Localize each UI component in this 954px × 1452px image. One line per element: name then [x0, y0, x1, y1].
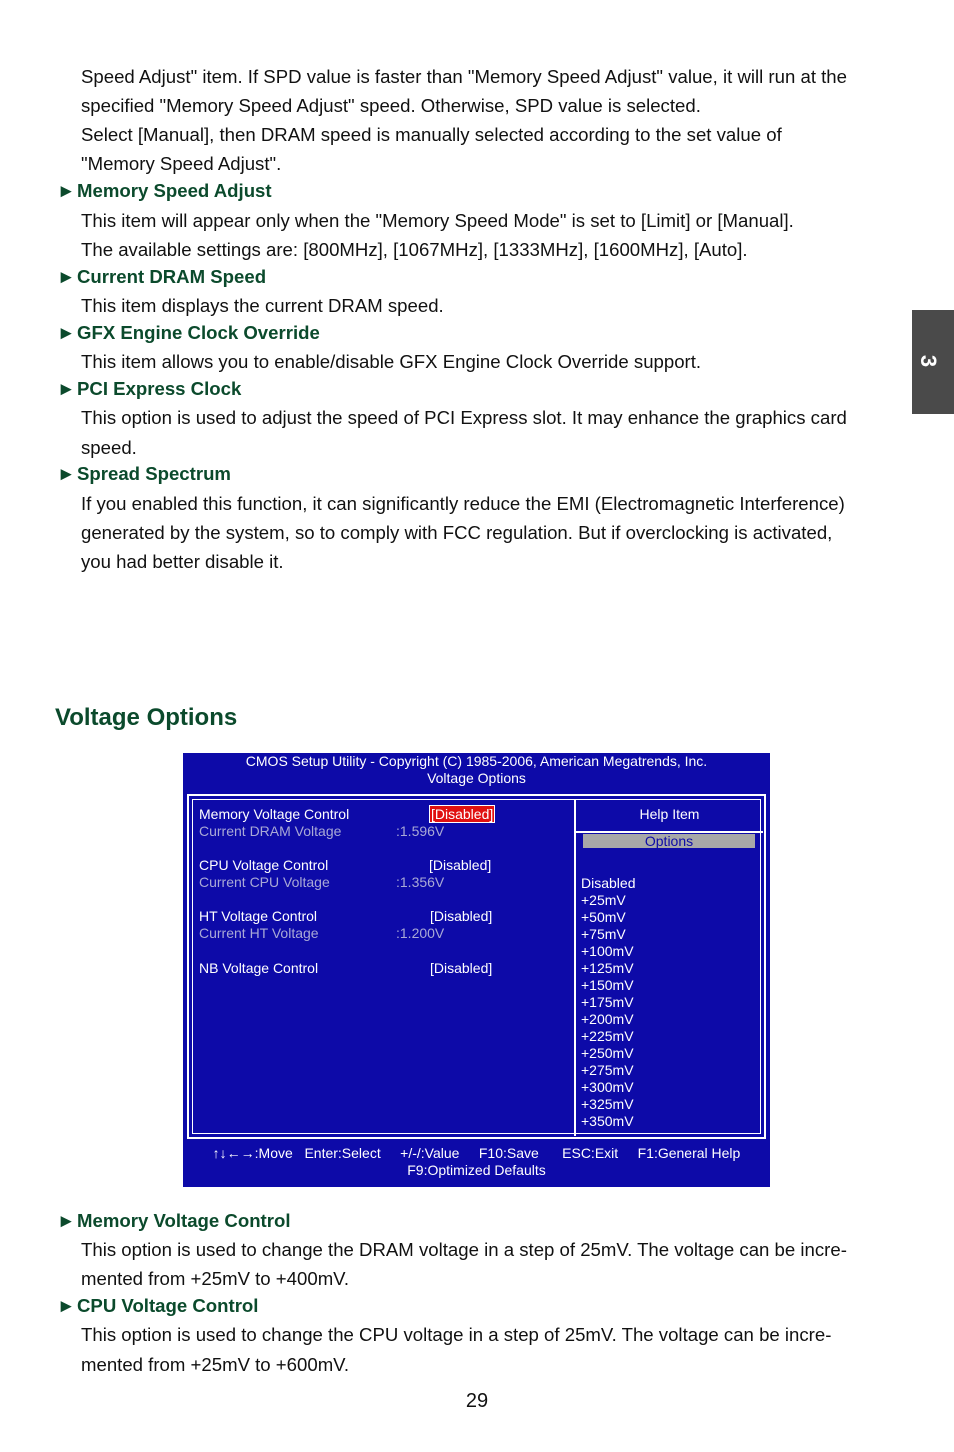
setting-value[interactable]: [Disabled]: [429, 857, 492, 873]
option-item[interactable]: +50mV: [581, 909, 626, 925]
option-item[interactable]: +25mV: [581, 892, 626, 908]
item-line: The available settings are: [800MHz], [1067MHz], [1333MHz], [1600MHz], [Auto].: [81, 239, 748, 260]
setting-value[interactable]: [Disabled]: [430, 908, 493, 924]
setting-value: :1.356V: [396, 874, 445, 890]
item-heading: [57, 265, 266, 289]
setting-label: Current HT Voltage: [199, 925, 319, 941]
item-line: This option is used to adjust the speed of PCI Express slot. It may enhance the graphics card: [81, 407, 847, 428]
bios-footer-keys: ↑↓←→:Move Enter:Select +/-/:Value F10:Save ESC:Exit F1:General Help: [212, 1145, 741, 1161]
option-item[interactable]: +150mV: [581, 977, 634, 993]
item-line: This item displays the current DRAM speed.: [81, 295, 444, 316]
item-line: This option is used to change the CPU voltage in a step of 25mV. The voltage can be incre-: [81, 1324, 832, 1345]
option-item[interactable]: +75mV: [581, 926, 626, 942]
arrow-right-icon: ►: [57, 1210, 76, 1231]
chapter-tab: [912, 310, 954, 414]
item-heading-text: Memory Voltage Control: [77, 1210, 291, 1231]
option-item[interactable]: +275mV: [581, 1062, 634, 1078]
bios-header-title: Voltage Options: [427, 770, 526, 786]
setting-value[interactable]: [Disabled]: [430, 960, 493, 976]
intro-line: Select [Manual], then DRAM speed is manually selected according to the set value of: [81, 124, 782, 145]
item-heading-text: GFX Engine Clock Override: [77, 322, 320, 343]
bios-screen: [183, 753, 770, 1187]
divider: [574, 800, 576, 1136]
bios-frame: [187, 794, 766, 1139]
intro-line: "Memory Speed Adjust".: [81, 153, 282, 174]
option-item[interactable]: +200mV: [581, 1011, 634, 1027]
setting-value: :1.200V: [396, 925, 445, 941]
options-title: Options: [583, 834, 755, 848]
chapter-number: 3: [916, 354, 942, 368]
selected-value[interactable]: [Disabled]: [431, 806, 494, 822]
option-item[interactable]: +225mV: [581, 1028, 634, 1044]
item-line: This item will appear only when the "Memory Speed Mode" is set to [Limit] or [Manual].: [81, 210, 794, 231]
bios-inner-frame: [192, 799, 761, 1134]
arrow-right-icon: ►: [57, 322, 76, 343]
arrow-right-icon: ►: [57, 1295, 76, 1316]
item-heading-text: Spread Spectrum: [77, 463, 231, 484]
option-item[interactable]: +125mV: [581, 960, 634, 976]
option-item[interactable]: +175mV: [581, 994, 634, 1010]
item-line: you had better disable it.: [81, 551, 284, 572]
options-list: [581, 875, 635, 1130]
setting-label[interactable]: Memory Voltage Control: [199, 806, 350, 822]
section-title: Voltage Options: [55, 704, 238, 731]
item-heading-text: PCI Express Clock: [77, 378, 242, 399]
option-item[interactable]: +250mV: [581, 1045, 634, 1061]
arrow-right-icon: ►: [57, 378, 76, 399]
option-item[interactable]: +325mV: [581, 1096, 634, 1112]
item-line: If you enabled this function, it can significantly reduce the EMI (Electromagnetic Interference): [81, 493, 845, 514]
option-item[interactable]: +300mV: [581, 1079, 634, 1095]
item-line: This item allows you to enable/disable GFX Engine Clock Override support.: [81, 351, 702, 372]
bios-footer-defaults: F9:Optimized Defaults: [407, 1162, 546, 1178]
setting-label: Current DRAM Voltage: [199, 823, 342, 839]
setting-label[interactable]: CPU Voltage Control: [199, 857, 329, 873]
item-heading: [57, 179, 272, 203]
option-item[interactable]: +100mV: [581, 943, 634, 959]
option-item[interactable]: Disabled: [581, 875, 636, 891]
item-line: speed.: [81, 437, 137, 458]
option-item[interactable]: +350mV: [581, 1113, 634, 1129]
arrow-right-icon: ►: [57, 266, 76, 287]
item-heading-text: Memory Speed Adjust: [77, 180, 272, 201]
intro-line: Speed Adjust" item. If SPD value is faster than "Memory Speed Adjust" value, it will run at the: [81, 66, 847, 87]
item-heading: [57, 321, 320, 345]
setting-label[interactable]: NB Voltage Control: [199, 960, 319, 976]
arrow-right-icon: ►: [57, 463, 76, 484]
page-number: 29: [465, 1390, 489, 1412]
bios-header-copyright: CMOS Setup Utility - Copyright (C) 1985-2006, American Megatrends, Inc.: [245, 753, 708, 769]
setting-value-selected[interactable]: [429, 806, 495, 823]
item-line: mented from +25mV to +400mV.: [81, 1268, 350, 1289]
item-heading-text: CPU Voltage Control: [77, 1295, 259, 1316]
item-line: generated by the system, so to comply with FCC regulation. But if overclocking is activated,: [81, 522, 833, 543]
item-line: mented from +25mV to +600mV.: [81, 1354, 350, 1375]
setting-value: :1.596V: [396, 823, 445, 839]
item-heading: [57, 377, 241, 401]
arrow-right-icon: ►: [57, 180, 76, 201]
item-heading: [57, 462, 231, 486]
help-title: Help Item: [639, 806, 700, 822]
item-line: This option is used to change the DRAM voltage in a step of 25mV. The voltage can be incre-: [81, 1239, 847, 1260]
setting-label: Current CPU Voltage: [199, 874, 330, 890]
item-heading: [57, 1209, 291, 1233]
item-heading: [57, 1294, 258, 1318]
setting-label[interactable]: HT Voltage Control: [199, 908, 318, 924]
intro-line: specified "Memory Speed Adjust" speed. Otherwise, SPD value is selected.: [81, 95, 701, 116]
item-heading-text: Current DRAM Speed: [77, 266, 267, 287]
